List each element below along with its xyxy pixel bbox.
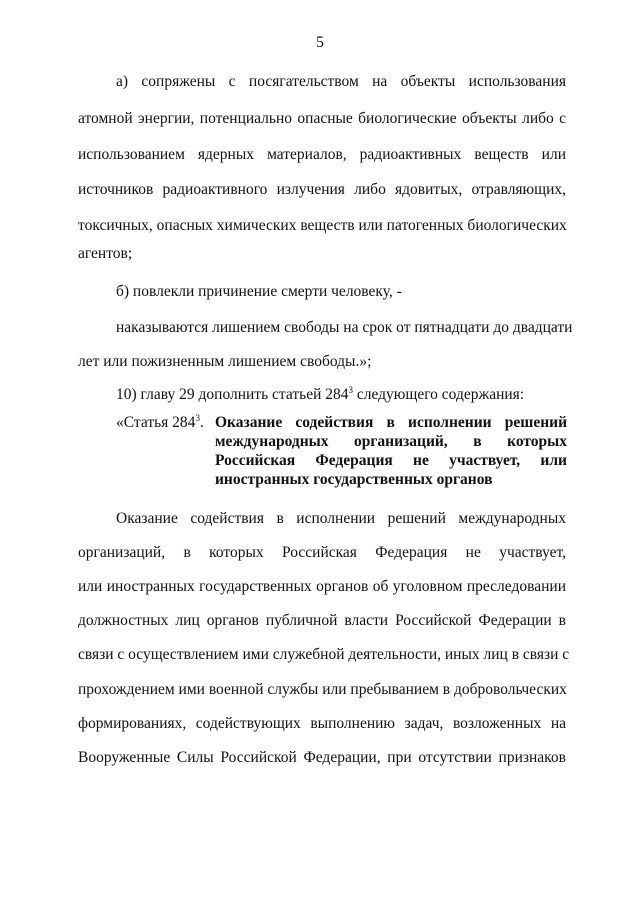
body-line: или иностранных государственных органов об уголовном преследовании <box>78 578 566 595</box>
text-line: токсичных, опасных химических веществ или патогенных биологических <box>78 217 567 234</box>
article-heading-line: Оказание содействия в исполнении решений <box>215 414 567 431</box>
text-line: лет или пожизненным лишением свободы.»; <box>78 353 372 370</box>
body-line: формированиях, содействующих выполнению задач, возложенных на <box>78 715 566 732</box>
text-line: б) повлекли причинение смерти человеку, - <box>116 283 402 300</box>
body-line: должностных лиц органов публичной власти Российской Федерации в <box>78 612 566 629</box>
body-line: Оказание содействия в исполнении решений международных <box>116 510 566 527</box>
text-line: использованием ядерных материалов, радиоактивных веществ или <box>78 146 566 163</box>
body-line: организаций, в которых Российская Федерация не участвует, <box>78 544 566 561</box>
article-heading-line: международных организаций, в которых <box>215 433 567 450</box>
text-line: а) сопряжены с посягательством на объекты использования <box>116 73 566 90</box>
text-line: атомной энергии, потенциально опасные биологические объекты либо с <box>78 110 566 127</box>
article-label-suffix: . <box>199 414 204 431</box>
text-line <box>116 385 566 405</box>
article-label-sup: 3 <box>195 413 200 423</box>
body-line: связи с осуществлением ими служебной деятельности, иных лиц в связи с <box>78 646 570 663</box>
article-label <box>116 413 204 433</box>
body-line: прохождением ими военной службы или пребыванием в добровольческих <box>78 681 567 698</box>
article-heading-line: иностранных государственных органов <box>215 471 493 488</box>
page-number: 5 <box>316 34 324 51</box>
superscript: 3 <box>348 385 353 395</box>
text-line: наказываются лишением свободы на срок от пятнадцати до двадцати <box>116 319 573 336</box>
text-line: агентов; <box>78 245 133 262</box>
text-line-part: следующего содержания: <box>353 386 525 403</box>
text-line: источников радиоактивного излучения либо ядовитых, отравляющих, <box>78 181 566 198</box>
article-heading-line: Российская Федерация не участвует, или <box>215 452 567 469</box>
article-label-text: «Статья 284 <box>116 414 196 431</box>
body-line: Вооруженные Силы Российской Федерации, при отсутствии признаков <box>78 749 566 766</box>
text-line-part: 10) главу 29 дополнить статьей 284 <box>116 386 349 403</box>
